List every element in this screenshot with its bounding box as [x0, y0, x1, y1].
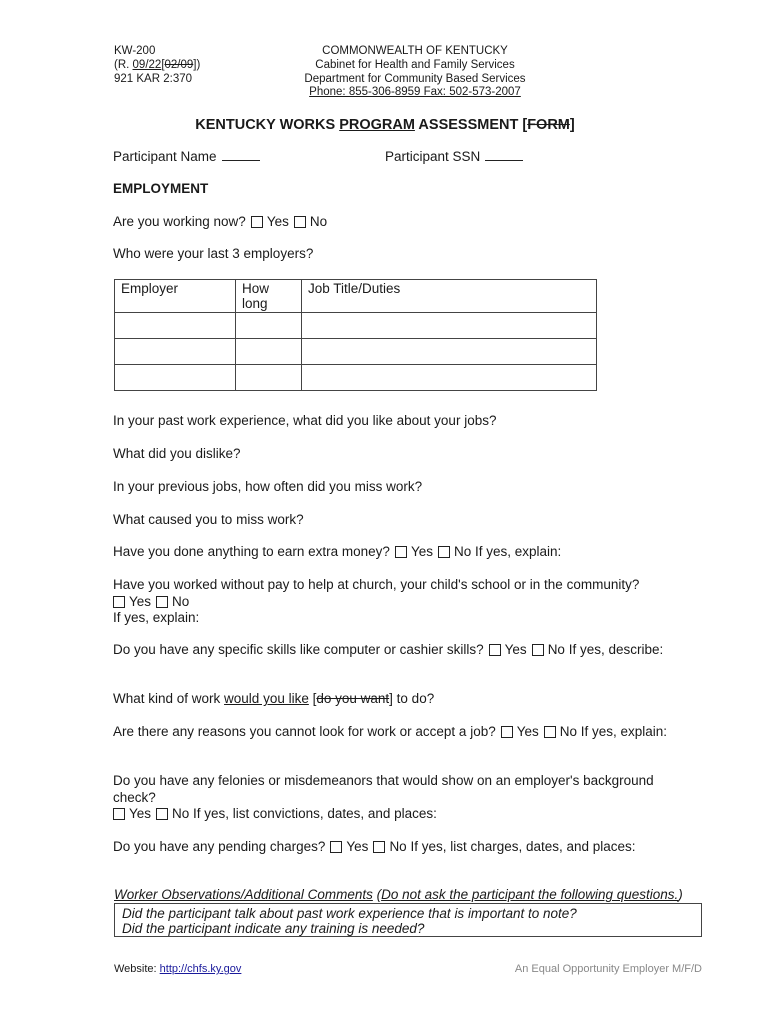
- checkbox-pending-no[interactable]: [373, 841, 385, 853]
- form-id-block: [114, 45, 200, 86]
- section-heading-employment: EMPLOYMENT: [113, 181, 209, 196]
- checkbox-skills-no[interactable]: [532, 644, 544, 656]
- question-disliked: What did you dislike?: [113, 446, 241, 461]
- header-how-long: How long: [236, 280, 302, 313]
- participant-ssn-field[interactable]: Participant SSN: [385, 149, 523, 164]
- checkbox-pending-yes[interactable]: [330, 841, 342, 853]
- table-row: [115, 339, 597, 365]
- checkbox-skills-yes[interactable]: [489, 644, 501, 656]
- checkbox-working-yes[interactable]: [251, 216, 263, 228]
- checkbox-felonies-yes[interactable]: [113, 808, 125, 820]
- cell-how-long[interactable]: [236, 313, 302, 339]
- checkbox-extra-money-yes[interactable]: [395, 546, 407, 558]
- website-link[interactable]: http://chfs.ky.gov: [159, 963, 242, 975]
- employers-table: [114, 279, 597, 391]
- header-employer: Employer: [115, 280, 236, 313]
- checkbox-reasons-yes[interactable]: [501, 726, 513, 738]
- revision-date: (R. 09/22[02/09]): [114, 58, 201, 71]
- footer-eeo: An Equal Opportunity Employer M/F/D: [514, 963, 702, 975]
- name-blank[interactable]: [222, 159, 260, 161]
- question-extra-money: Have you done anything to earn extra money? Yes No If yes, explain:: [113, 544, 562, 559]
- observations-heading: Worker Observations/Additional Comments (Do not ask the participant the following questions.): [114, 887, 683, 902]
- question-reasons: Are there any reasons you cannot look for work or accept a job? Yes No If yes, explain:: [113, 724, 668, 739]
- cell-job-title[interactable]: [302, 313, 597, 339]
- ssn-blank[interactable]: [485, 159, 523, 161]
- participant-name-field[interactable]: Participant Name: [113, 149, 260, 164]
- question-kind-of-work: What kind of work would you like [do you want] to do?: [113, 691, 435, 706]
- cell-how-long[interactable]: [236, 365, 302, 391]
- agency-line-3: Department for Community Based Services: [304, 72, 526, 85]
- question-miss-often: In your previous jobs, how often did you miss work?: [113, 479, 423, 494]
- question-liked: In your past work experience, what did you like about your jobs?: [113, 413, 497, 428]
- cell-job-title[interactable]: [302, 339, 597, 365]
- checkbox-volunteer-no[interactable]: [156, 596, 168, 608]
- agency-block: [255, 45, 575, 100]
- regulation: 921 KAR 2:370: [114, 72, 193, 85]
- cell-employer[interactable]: [115, 339, 236, 365]
- agency-line-2: Cabinet for Health and Family Services: [315, 58, 515, 71]
- agency-line-1: COMMONWEALTH OF KENTUCKY: [322, 45, 508, 57]
- form-number: KW-200: [114, 45, 156, 57]
- observation-question-2: Did the participant indicate any training is needed?: [122, 921, 425, 936]
- header-job-title: Job Title/Duties: [302, 280, 597, 313]
- question-volunteer: Have you worked without pay to help at church, your child's school or in the community? Yes No If yes, explain:: [113, 577, 640, 625]
- table-row: [115, 365, 597, 391]
- question-miss-cause: What caused you to miss work?: [113, 512, 304, 527]
- checkbox-reasons-no[interactable]: [544, 726, 556, 738]
- question-felonies: Do you have any felonies or misdemeanors that would show on an employer's background check? Yes No If yes, list convictions, dates, and places:: [113, 773, 654, 821]
- checkbox-felonies-no[interactable]: [156, 808, 168, 820]
- cell-employer[interactable]: [115, 365, 236, 391]
- form-title: KENTUCKY WORKS PROGRAM ASSESSMENT [FORM]: [195, 117, 575, 133]
- question-last-employers: Who were your last 3 employers?: [113, 246, 314, 261]
- cell-job-title[interactable]: [302, 365, 597, 391]
- cell-how-long[interactable]: [236, 339, 302, 365]
- question-skills: Do you have any specific skills like computer or cashier skills? Yes No If yes, describe:: [113, 642, 664, 657]
- checkbox-volunteer-yes[interactable]: [113, 596, 125, 608]
- checkbox-working-no[interactable]: [294, 216, 306, 228]
- observation-question-1: Did the participant talk about past work experience that is important to note?: [122, 906, 577, 921]
- table-header-row: [115, 280, 597, 313]
- footer-website: Website: http://chfs.ky.gov: [114, 963, 242, 975]
- cell-employer[interactable]: [115, 313, 236, 339]
- agency-contact: Phone: 855-306-8959 Fax: 502-573-2007: [309, 86, 521, 99]
- table-row: [115, 313, 597, 339]
- question-pending-charges: Do you have any pending charges? Yes No If yes, list charges, dates, and places:: [113, 839, 636, 854]
- checkbox-extra-money-no[interactable]: [438, 546, 450, 558]
- observations-box: [114, 903, 702, 937]
- question-working-now: Are you working now? Yes No: [113, 214, 328, 229]
